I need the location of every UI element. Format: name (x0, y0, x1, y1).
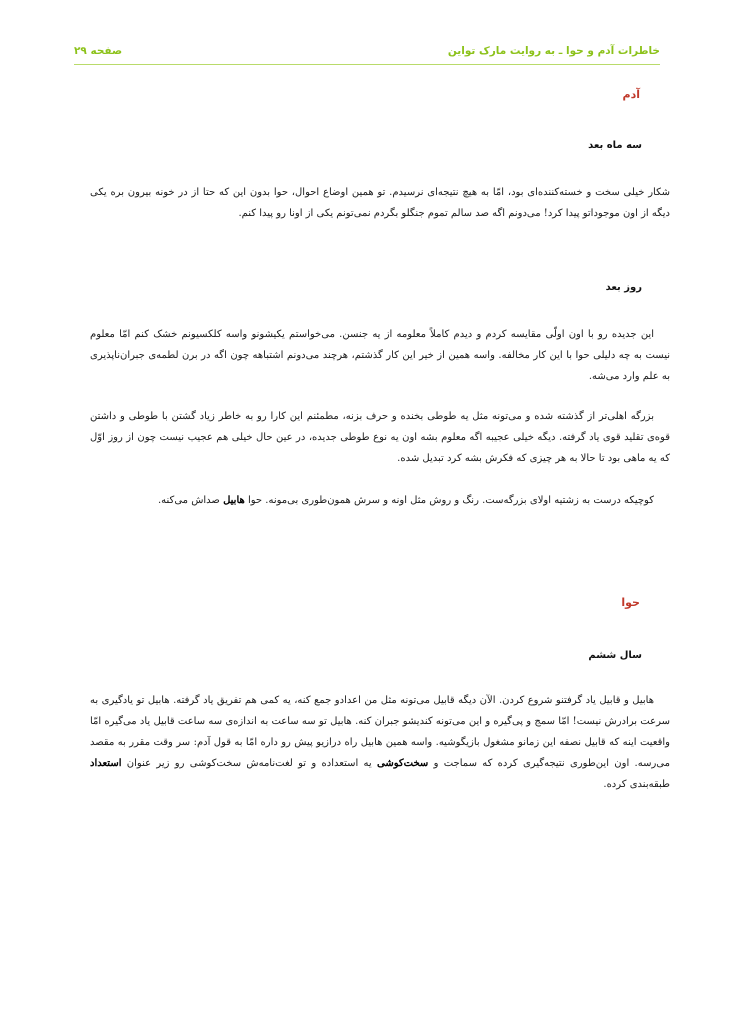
book-title: خاطرات آدم و حوا ـ به روایت مارک تواین (447, 45, 660, 57)
entry-heading-next-day: روز بعد (605, 282, 642, 293)
paragraph-cain-abel-learning (90, 690, 670, 795)
paragraph-text: این جدیده رو با اون اولّی مقایسه کردم و دیدم کاملاً معلومه از یه جنسن. می‌خواستم یکیشونو واسه کلکسیونم خشک کنم امّا معلوم نیست به چه دلیلی حوا با این کار مخالفه. واسه همین از خیر این کار گذشتم، هرچند می‌دونم اشتباهه چون اگه در برن لطمه‌ی جبران‌ناپذیری به علم وارد می‌شه. (90, 329, 670, 382)
page-header (74, 40, 660, 62)
section-title-eve: حوا (621, 596, 640, 609)
paragraph-text: بزرگه اهلی‌تر از گذشته شده و می‌تونه مثل یه طوطی بخنده و حرف بزنه، مطمئنم این کارا رو به خاطر زیاد گشتن با طوطی و داشتن قوه‌ی تقلید قوی یاد گرفته. دیگه خیلی عجیبه اگه معلوم بشه اون یه نوع طوطی جدیده، در عین حال خیلی هم عجیب نیست چون از روز اوّل که یه ماهی بود تا حالا به هر چیزی که فکرش بشه کرد تبدیل شده. (90, 411, 670, 464)
bold-word-diligence: سخت‌کوشی (377, 758, 429, 769)
bold-name-abel: هابیل (223, 495, 245, 506)
paragraph-text: شکار خیلی سخت و خسته‌کننده‌ای بود، امّا به هیچ نتیجه‌ای نرسیدم. تو همین اوضاع احوال، حوا بدون این که حتا از در خونه بیرون بره یکی دیگه از اون موجوداتو پیدا کرد! می‌دونم اگه صد سالم تموم جنگلو بگردم نمی‌تونم یکی از اونا رو پیدا کنم. (90, 187, 670, 219)
entry-heading-three-months-later: سه ماه بعد (588, 140, 642, 151)
paragraph-text-end: صداش می‌کنه. (158, 495, 224, 506)
paragraph-text-middle: یه استعداده و تو لغت‌نامه‌ش سخت‌کوشی رو زیر عنوان (121, 758, 377, 769)
paragraph-parrot (90, 406, 670, 469)
paragraph-text-start: هابیل و قابیل یاد گرفتنو شروع کردن. الآن دیگه قابیل می‌تونه مثل من اعدادو جمع کنه، یه کمی هم تفریق یاد گرفته. هابیل تو یادگیری به سرعت برادرش نیست! امّا سمج و پی‌گیره و این می‌تونه کندیشو جبران کنه. هابیل تو سه ساعت به اندازه‌ی سه ساعت قابیل یاد می‌گیره امّا واقعیت اینه که قابیل نصفه این زمانو مشغول بازیگوشیه. واسه همین هابیل راه درازیو پیش رو داره امّا به قول آدم: سر وقت مقرر به مقصد می‌رسه. اون این‌طوری نتیجه‌گیری کرده که سماجت و (90, 695, 670, 769)
section-title-adam: آدم (622, 88, 640, 101)
page-number: صفحه ۲۹ (74, 45, 123, 57)
paragraph-text-start: کوچیکه درست به زشتیه اولای بزرگه‌ست. رنگ و روش مثل اونه و سرش همون‌طوری بی‌مونه. حوا (244, 495, 654, 506)
paragraph-abel-named (90, 490, 670, 511)
paragraph-comparison (90, 324, 670, 387)
bold-word-talent: استعداد (90, 758, 122, 769)
paragraph-adam-hunting (90, 182, 670, 224)
entry-heading-sixth-year: سال ششم (588, 650, 642, 661)
header-divider (74, 64, 660, 65)
paragraph-text-end: طبقه‌بندی کرده. (603, 779, 670, 790)
